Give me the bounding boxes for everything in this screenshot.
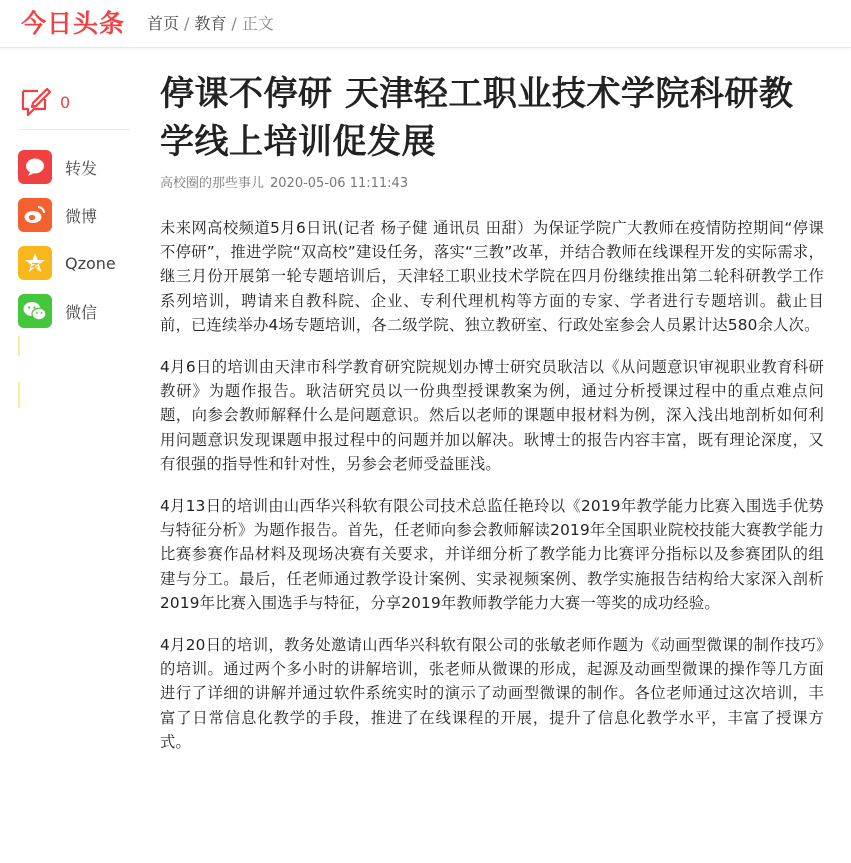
share-wechat-button[interactable] — [18, 287, 130, 335]
share-wechat-label: 微信 — [65, 302, 98, 322]
breadcrumb-category[interactable]: 教育 — [194, 14, 227, 33]
article-paragraph: 4月6日的培训由天津市科学教育研究院规划办博士研究员耿洁以《从问题意识审视职业教育科研教研》为题作报告。耿洁研究员以一份典型授课教案为例，通过分析授课过程中的重点难点问题，向参会教师解释什么是问题意识。然后以老师的课题申报材料为例，深入浅出地剖析如何利用问题意识发现课题申报过程中的问题并加以解决。耿博士的报告内容丰富，既有理论深度，又有很强的指导性和针对性，另参会老师受益匪浅。 — [160, 358, 824, 473]
article-title: 停课不停研 天津轻工职业技术学院科研教学线上培训促发展 — [160, 74, 794, 162]
article-time: 2020-05-06 11:11:43 — [270, 176, 409, 191]
share-repost-button[interactable] — [18, 143, 130, 191]
article-paragraph: 4月20日的培训，教务处邀请山西华兴科软有限公司的张敏老师作题为《动画型微课的制作技巧》的培训。通过两个多小时的讲解培训，张老师从微课的形成，起源及动画型微课的操作等几方面进行了详细的讲解并通过软件系统实时的演示了动画型微课的制作。各位老师通过这次培训，丰富了日常信息化教学的手段，推进了在线课程的开展，提升了信息化教学水平，丰富了授课方式。 — [160, 636, 824, 751]
top-bar — [0, 0, 851, 48]
share-sidebar — [18, 80, 130, 335]
breadcrumb — [147, 13, 274, 35]
weibo-icon — [18, 198, 52, 232]
share-weibo-label: 微博 — [65, 206, 98, 226]
decorative-strip — [18, 336, 20, 356]
repost-icon — [18, 150, 52, 184]
comment-icon — [18, 84, 52, 122]
article — [160, 70, 824, 754]
decorative-strip — [18, 382, 20, 408]
article-meta — [160, 175, 824, 193]
breadcrumb-separator: / — [231, 14, 237, 33]
share-repost-label: 转发 — [65, 158, 98, 178]
share-weibo-button[interactable] — [18, 191, 130, 239]
article-paragraph: 未来网高校频道5月6日讯(记者 杨子健 通讯员 田甜）为保证学院广大教师在疫情防控期间“停课不停研”，推进学院“双高校”建设任务，落实“三教”改革，并结合教师在线课程开发的实际需求，继三月份开展第一轮专题培训后，天津轻工职业技术学院在四月份继续推出第二轮科研教学工作系列培训，聘请来自教科院、企业、专利代理机构等方面的专家、学者进行专题培训。截止目前，已连续举办4场专题培训，各二级学院、独立教研室、行政处室参会人员累计达580余人次。 — [160, 219, 824, 334]
share-qzone-button[interactable] — [18, 239, 130, 287]
article-paragraph: 4月13日的培训由山西华兴科软有限公司技术总监任艳玲以《2019年教学能力比赛入围选手优势与特征分析》为题作报告。首先，任老师向参会教师解读2019年全国职业院校技能大赛教学能力比赛参赛作品材料及现场决赛有关要求，并详细分析了教学能力比赛评分指标以及参赛团队的组建与分工。最后，任老师通过教学设计案例、实录视频案例、教学实施报告结构给大家深入剖析2019年比赛入围选手与特征，分享2019年教师教学能力大赛一等奖的成功经验。 — [160, 497, 824, 612]
wechat-icon — [18, 294, 52, 328]
qzone-icon — [18, 246, 52, 280]
article-source[interactable]: 高校圈的那些事儿 — [160, 176, 265, 191]
logo[interactable]: 今日头条 — [21, 9, 126, 38]
comment-count: 0 — [60, 93, 71, 112]
breadcrumb-current: 正文 — [241, 14, 274, 33]
breadcrumb-separator: / — [184, 14, 190, 33]
comment-button[interactable] — [18, 80, 130, 130]
breadcrumb-home[interactable]: 首页 — [147, 14, 180, 33]
share-qzone-label: Qzone — [65, 253, 116, 273]
